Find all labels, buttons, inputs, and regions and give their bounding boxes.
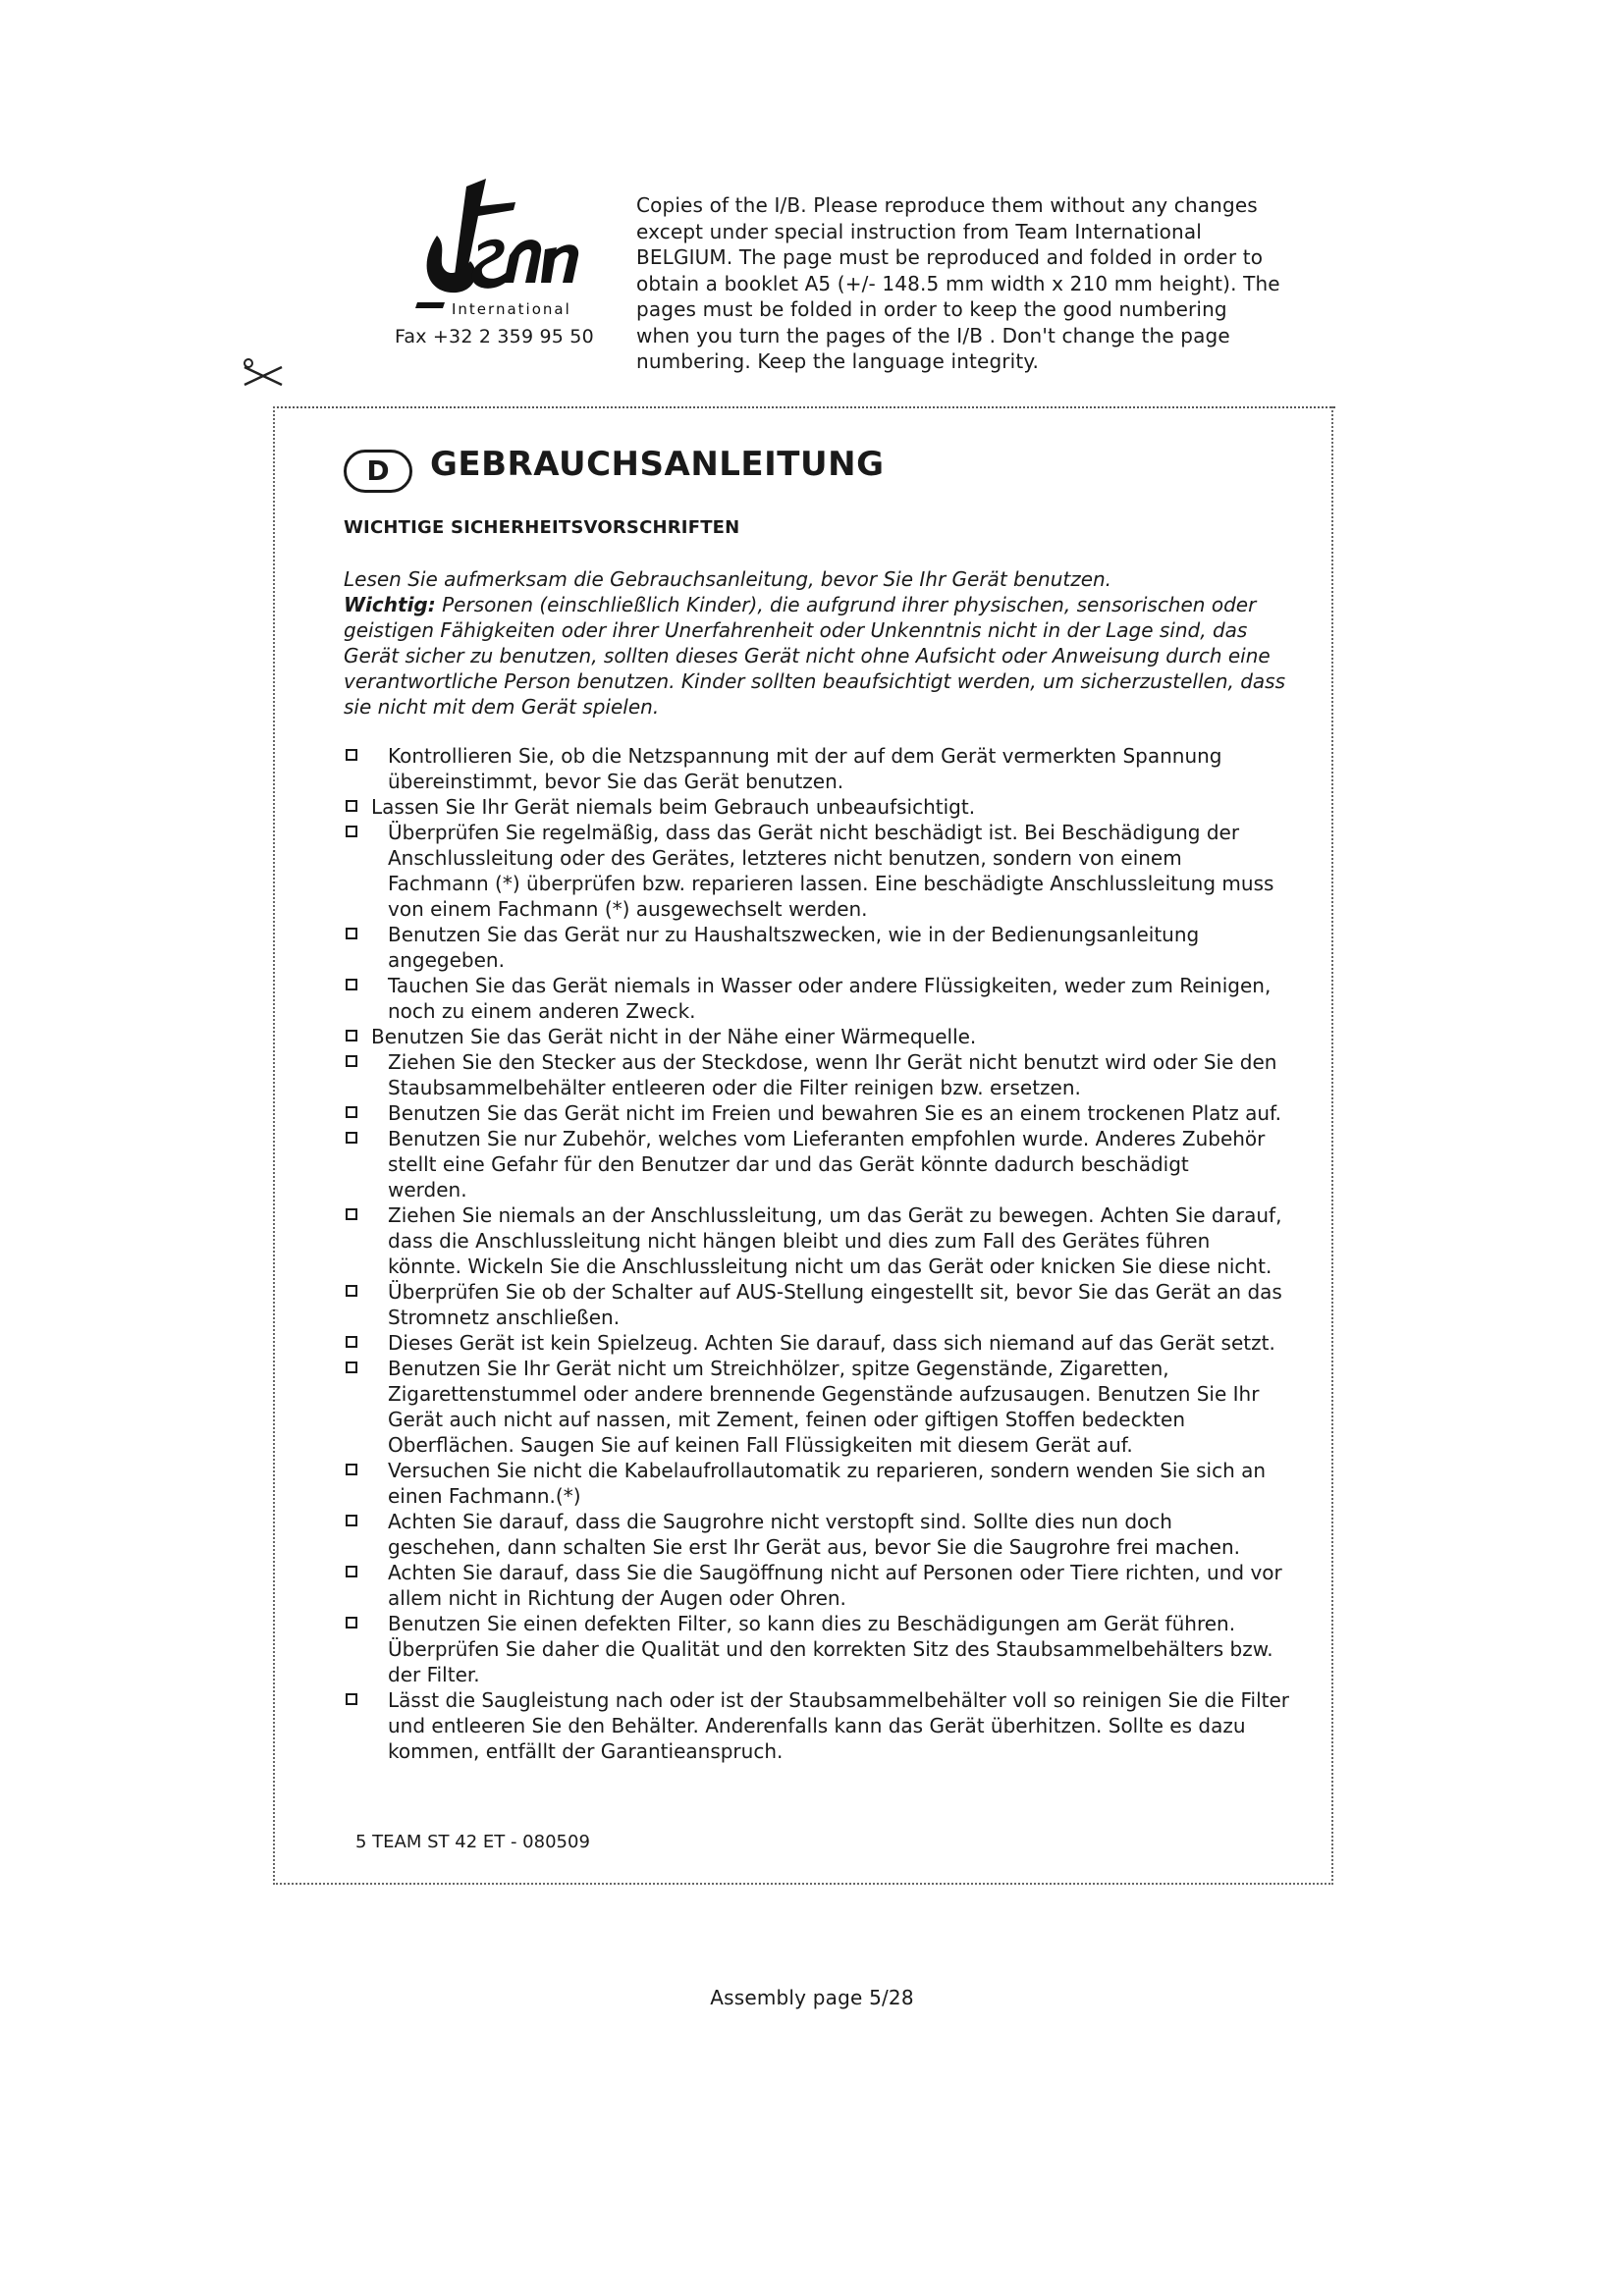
safety-item-line: angegeben. [388, 948, 505, 972]
checkbox-bullet-icon [346, 1336, 357, 1348]
safety-item [344, 1126, 1316, 1202]
safety-item-line: Benutzen Sie das Gerät nicht im Freien und bewahren Sie es an einem trockenen Platz auf. [388, 1101, 1281, 1125]
safety-item [344, 1330, 1316, 1356]
intro-line: verantwortliche Person benutzen. Kinder sollten beaufsichtigt werden, um sicherzustellen, dass [344, 669, 1286, 693]
safety-item [344, 1100, 1316, 1126]
safety-item-line: Achten Sie darauf, dass Sie die Saugöffnung nicht auf Personen oder Tiere richten, und vor [388, 1561, 1282, 1584]
safety-item-line: Versuchen Sie nicht die Kabelaufrollautomatik zu reparieren, sondern wenden Sie sich an [388, 1459, 1267, 1482]
checkbox-bullet-icon [346, 1566, 357, 1577]
intro-line: Lesen Sie aufmerksam die Gebrauchsanleitung, bevor Sie Ihr Gerät benutzen. [344, 567, 1112, 591]
safety-item-line: einen Fachmann.(*) [388, 1484, 581, 1508]
safety-item [344, 1458, 1316, 1509]
checkbox-bullet-icon [346, 800, 357, 812]
checkbox-bullet-icon [346, 928, 357, 939]
safety-item [344, 1279, 1316, 1330]
intro-line [344, 592, 1296, 617]
safety-item [344, 922, 1316, 973]
checkbox-bullet-icon [346, 1617, 357, 1629]
safety-item [344, 1611, 1316, 1687]
checkbox-bullet-icon [346, 1464, 357, 1475]
safety-list [344, 743, 1316, 1764]
checkbox-bullet-icon [346, 1515, 357, 1526]
safety-item [344, 1560, 1316, 1611]
safety-item-line: Anschlussleitung oder des Gerätes, letzteres nicht benutzen, sondern von einem [388, 846, 1182, 870]
safety-item-line: allem nicht in Richtung der Augen oder Ohren. [388, 1586, 846, 1610]
safety-item [344, 1509, 1316, 1560]
safety-item-line: kommen, entfällt der Garantieanspruch. [388, 1739, 784, 1763]
safety-item-line: Überprüfen Sie regelmäßig, dass das Gerät nicht beschädigt ist. Bei Beschädigung der [388, 821, 1240, 844]
safety-item-line: dass die Anschlussleitung nicht hängen bleibt und dies zum Fall des Gerätes führen [388, 1229, 1211, 1253]
safety-item [344, 1049, 1316, 1100]
intro-lead: Wichtig: [344, 593, 436, 616]
safety-item-line: der Filter. [388, 1663, 480, 1686]
safety-item-line: und entleeren Sie den Behälter. Anderenfalls kann das Gerät überhitzen. Sollte es dazu [388, 1714, 1246, 1737]
safety-item-line: Lassen Sie Ihr Gerät niemals beim Gebrauch unbeaufsichtigt. [371, 795, 976, 819]
safety-item-line: von einem Fachmann (*) ausgewechselt werden. [388, 897, 868, 921]
intro-line: Gerät sicher zu benutzen, sollten dieses Gerät nicht ohne Aufsicht oder Anweisung durch eine [344, 644, 1271, 667]
safety-item-line: Tauchen Sie das Gerät niemals in Wasser oder andere Flüssigkeiten, weder zum Reinigen, [388, 974, 1272, 997]
safety-item-line: Gerät auch nicht auf nassen, mit Zement, feinen oder giftigen Stoffen bedeckten [388, 1408, 1186, 1431]
safety-item-line: könnte. Wickeln Sie die Anschlussleitung nicht um das Gerät oder knicken Sie diese nicht. [388, 1255, 1272, 1278]
notice-line: obtain a booklet A5 (+/- 148.5 mm width x 210 mm height). The [636, 271, 1280, 295]
safety-item [344, 820, 1316, 922]
notice-line: numbering. Keep the language integrity. [636, 349, 1040, 373]
intro-line: sie nicht mit dem Gerät spielen. [344, 695, 660, 719]
safety-item [344, 1024, 1316, 1049]
team-logo-graphic [398, 177, 594, 324]
language-badge: D [344, 450, 412, 493]
checkbox-bullet-icon [346, 826, 357, 837]
page-footer: 5 TEAM ST 42 ET - 080509 [355, 1832, 590, 1852]
notice-line: Copies of the I/B. Please reproduce them without any changes [636, 193, 1258, 217]
safety-item-line: Staubsammelbehälter entleeren oder die Filter reinigen bzw. ersetzen. [388, 1076, 1081, 1099]
safety-item-line: übereinstimmt, bevor Sie das Gerät benutzen. [388, 770, 844, 793]
notice-line: except under special instruction from Team International [636, 219, 1202, 243]
safety-item-line: Ziehen Sie den Stecker aus der Steckdose, wenn Ihr Gerät nicht benutzt wird oder Sie den [388, 1050, 1277, 1074]
safety-item-line: Fachmann (*) überprüfen bzw. reparieren lassen. Eine beschädigte Anschlussleitung muss [388, 872, 1274, 895]
intro-text: Personen (einschließlich Kinder), die aufgrund ihrer physischen, sensorischen oder [435, 593, 1257, 616]
safety-item-line: Stromnetz anschließen. [388, 1306, 621, 1329]
checkbox-bullet-icon [346, 1285, 357, 1297]
team-international-logo [398, 177, 594, 324]
logo-tagline: International [452, 300, 571, 318]
safety-item-line: Überprüfen Sie daher die Qualität und den korrekten Sitz des Staubsammelbehälters bzw. [388, 1637, 1273, 1661]
fax-number: Fax +32 2 359 95 50 [395, 326, 594, 347]
page-title: GEBRAUCHSANLEITUNG [430, 445, 885, 484]
safety-item-line: geschehen, dann schalten Sie erst Ihr Gerät aus, bevor Sie die Saugrohre frei machen. [388, 1535, 1241, 1559]
checkbox-bullet-icon [346, 1132, 357, 1144]
checkbox-bullet-icon [346, 1030, 357, 1041]
safety-item-line: Dieses Gerät ist kein Spielzeug. Achten Sie darauf, dass sich niemand auf das Gerät setzt. [388, 1331, 1275, 1355]
safety-item-line: Kontrollieren Sie, ob die Netzspannung mit der auf dem Gerät vermerkten Spannung [388, 744, 1222, 768]
checkbox-bullet-icon [346, 1693, 357, 1705]
safety-item-line: werden. [388, 1178, 467, 1201]
safety-item-line: Überprüfen Sie ob der Schalter auf AUS-Stellung eingestellt sit, bevor Sie das Gerät an das [388, 1280, 1282, 1304]
safety-item-line: Benutzen Sie Ihr Gerät nicht um Streichhölzer, spitze Gegenstände, Zigaretten, [388, 1357, 1169, 1380]
safety-item-line: Benutzen Sie einen defekten Filter, so kann dies zu Beschädigungen am Gerät führen. [388, 1612, 1236, 1635]
safety-item [344, 1356, 1316, 1458]
intro-line: geistigen Fähigkeiten oder ihrer Unerfahrenheit oder Unkenntnis nicht in der Lage sind, das [344, 618, 1248, 642]
safety-item [344, 973, 1316, 1024]
safety-item [344, 743, 1316, 794]
safety-item-line: Benutzen Sie das Gerät nur zu Haushaltszwecken, wie in der Bedienungsanleitung [388, 923, 1200, 946]
section-title: WICHTIGE SICHERHEITSVORSCHRIFTEN [344, 517, 740, 538]
safety-item-line: Achten Sie darauf, dass die Saugrohre nicht verstopft sind. Sollte dies nun doch [388, 1510, 1172, 1533]
notice-line: BELGIUM. The page must be reproduced and folded in order to [636, 245, 1264, 269]
checkbox-bullet-icon [346, 1055, 357, 1067]
checkbox-bullet-icon [346, 1208, 357, 1220]
safety-item-line: noch zu einem anderen Zweck. [388, 999, 696, 1023]
intro-paragraph [344, 566, 1296, 720]
safety-item-line: Zigarettenstummel oder andere brennende Gegenstände aufzusaugen. Benutzen Sie Ihr [388, 1382, 1260, 1406]
safety-item-line: stellt eine Gefahr für den Benutzer dar und das Gerät könnte dadurch beschädigt [388, 1152, 1189, 1176]
checkbox-bullet-icon [346, 1106, 357, 1118]
safety-item-line: Lässt die Saugleistung nach oder ist der Staubsammelbehälter voll so reinigen Sie die Filter [388, 1688, 1289, 1712]
safety-item-line: Oberflächen. Saugen Sie auf keinen Fall Flüssigkeiten mit diesem Gerät auf. [388, 1433, 1133, 1457]
reproduction-notice [636, 192, 1284, 375]
scissors-icon [241, 357, 286, 389]
safety-item [344, 794, 1316, 820]
safety-item-line: Benutzen Sie nur Zubehör, welches vom Lieferanten empfohlen wurde. Anderes Zubehör [388, 1127, 1266, 1150]
safety-item [344, 1687, 1316, 1764]
safety-item-line: Benutzen Sie das Gerät nicht in der Nähe einer Wärmequelle. [371, 1025, 977, 1048]
safety-item-line: Ziehen Sie niemals an der Anschlussleitung, um das Gerät zu bewegen. Achten Sie darauf, [388, 1203, 1282, 1227]
checkbox-bullet-icon [346, 1362, 357, 1373]
safety-item [344, 1202, 1316, 1279]
checkbox-bullet-icon [346, 979, 357, 990]
assembly-page-label: Assembly page 5/28 [710, 1986, 914, 2009]
notice-line: pages must be folded in order to keep the good numbering [636, 297, 1227, 321]
notice-line: when you turn the pages of the I/B . Don't change the page [636, 323, 1230, 347]
checkbox-bullet-icon [346, 749, 357, 761]
